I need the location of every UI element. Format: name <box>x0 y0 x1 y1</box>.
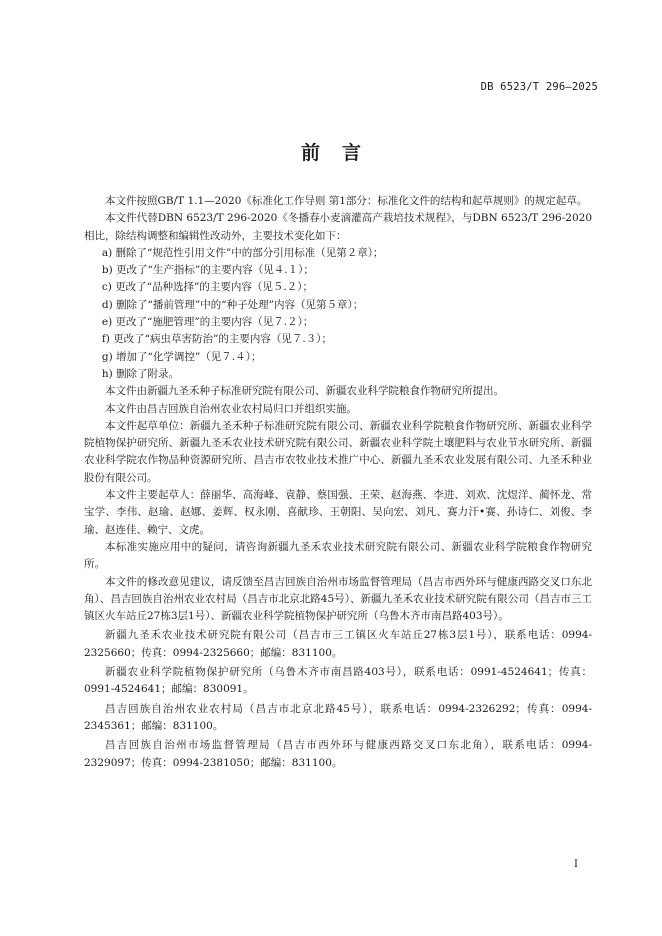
contact-entry: 昌吉回族自治州农业农村局（昌吉市北京北路45号），联系电话：0994-2326292；传真：0994-2345361；邮编：831100。 <box>84 702 592 732</box>
document-number: DB 6523/T 296—2025 <box>480 81 598 93</box>
contact-entry: 新疆农业科学院植物保护研究所（乌鲁木齐市南昌路403号），联系电话：0991-4524641；传真：0991-4524641；邮编：830091。 <box>84 666 592 696</box>
change-item: h) 删除了附录。 <box>101 367 180 380</box>
paragraph-drafters: 本文件主要起草人：薛丽华、高海峰、袁静、蔡国强、王荣、赵海燕、李进、刘欢、沈煜洋、蔺怀龙、常宝学、李伟、赵瑜、赵娜、姜辉、权永刚、喜献珍、王朝阳、吴向宏、刘凡、赛力汗•赛、孙诗仁、刘俊、李瑜、赵连佳、赖宁、文虎。 <box>84 489 592 536</box>
paragraph-drafting-basis: 本文件按照GB/T 1.1—2020《标准化工作导则 第1部分：标准化文件的结构和起草规则》的规定起草。 <box>105 195 588 207</box>
change-item: b) 更改了“生产指标”的主要内容（见４.１）； <box>101 264 314 277</box>
change-item: c) 更改了“品种选择”的主要内容（见５.２）； <box>101 281 313 294</box>
page-title: 前言 <box>300 142 383 164</box>
change-item: a) 删除了“规范性引用文件”中的部分引用标准（见第２章）； <box>101 246 384 259</box>
change-item: g) 增加了“化学调控”（见７.４）； <box>101 350 262 363</box>
document-body <box>84 193 592 772</box>
paragraph-inquiries: 本标准实施应用中的疑问，请咨询新疆九圣禾农业技术研究院有限公司、新疆农业科学院粮食作物研究所。 <box>84 540 592 571</box>
paragraph-drafting-units: 本文件起草单位：新疆九圣禾种子标准研究院有限公司、新疆农业科学院粮食作物研究所、新疆农业科学院植物保护研究所、新疆九圣禾农业技术研究院有限公司、新疆农业科学院土壤肥料与农业节水研究所、新疆农业科学院农作物品种资源研究所、昌吉市农牧业技术推广中心、新疆九圣禾农业发展有限公司、九圣禾种业股份有限公司。 <box>84 419 592 484</box>
contact-entry: 昌吉回族自治州市场监督管理局（昌吉市西外环与健康西路交叉口东北角），联系电话：0994-2329097；传真：0994-2381050；邮编：831100。 <box>84 739 592 769</box>
paragraph-proposer: 本文件由新疆九圣禾种子标准研究院有限公司、新疆农业科学院粮食作物研究所提出。 <box>105 385 504 398</box>
contact-entry: 新疆九圣禾农业技术研究院有限公司（昌吉市三工镇区火车站丘27栋3层1号），联系电话：0994-2325660；传真：0994-2325660；邮编：831100。 <box>84 629 592 659</box>
paragraph-feedback: 本文件的修改意见建议，请反馈至昌吉回族自治州市场监督管理局（昌吉市西外环与健康西路交叉口东北角）、昌吉回族自治州农业农村局（昌吉市北京北路45号）、新疆九圣禾农业技术研究院有限公司（昌吉市三工镇区火车站丘27栋3层1号）、新疆农业科学院植物保护研究所（乌鲁木齐市南昌路403号）。 <box>84 575 592 623</box>
paragraph-replacement: 本文件代替DBN 6523/T 296-2020《冬播春小麦滴灌高产栽培技术规程》，与DBN 6523/T 296-2020相比，除结构调整和编辑性改动外，主要技术变化如下： <box>84 212 592 242</box>
paragraph-administrator: 本文件由昌吉回族自治州农业农村局归口并组织实施。 <box>105 402 357 415</box>
change-item: f) 更改了“病虫草害防治”的主要内容（见７.３）； <box>101 333 333 346</box>
page-number: I <box>574 859 578 870</box>
change-item: e) 更改了“施肥管理”的主要内容（见７.２）； <box>101 316 314 329</box>
change-item: d) 删除了“播前管理”中的“种子处理”内容（见第５章）； <box>101 298 364 311</box>
